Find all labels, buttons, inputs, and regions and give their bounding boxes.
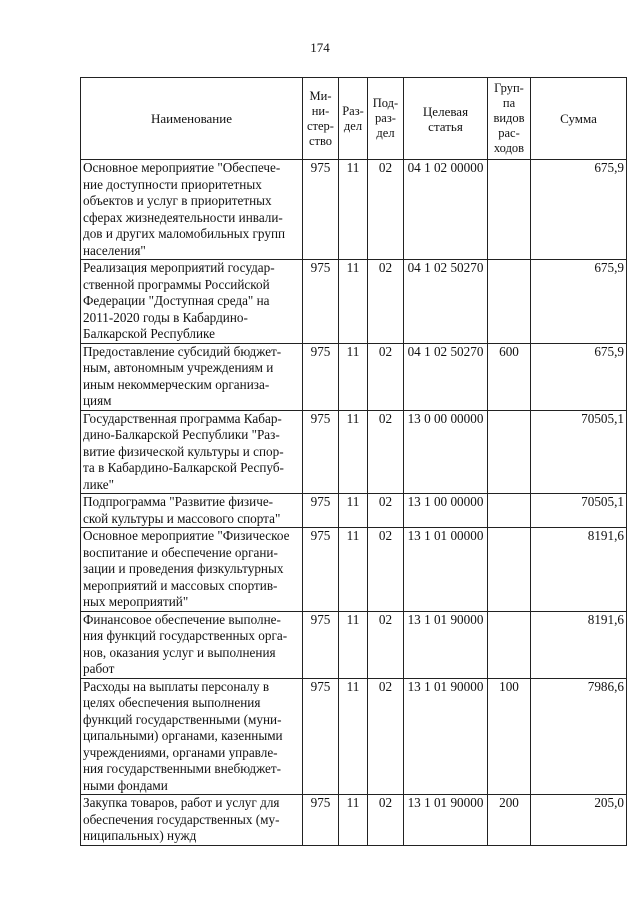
cell-sum: 70505,1	[531, 494, 627, 528]
cell-group	[488, 160, 531, 260]
cell-sum: 8191,6	[531, 528, 627, 612]
cell-ministry: 975	[303, 160, 339, 260]
cell-name: Подпрограмма "Развитие физиче- ской культуры и массового спорта"	[81, 494, 303, 528]
cell-target: 13 1 01 90000	[404, 795, 488, 846]
table-row	[81, 611, 627, 678]
table-header-row	[81, 78, 627, 160]
header-ministry: Ми- ни- стер- ство	[303, 78, 339, 160]
cell-razdel: 11	[339, 494, 368, 528]
cell-ministry: 975	[303, 528, 339, 612]
cell-group	[488, 494, 531, 528]
table-row	[81, 410, 627, 494]
page-number: 174	[310, 40, 330, 55]
cell-podrazdel: 02	[368, 260, 404, 344]
cell-razdel: 11	[339, 160, 368, 260]
cell-razdel: 11	[339, 410, 368, 494]
cell-group: 600	[488, 343, 531, 410]
cell-group	[488, 528, 531, 612]
header-group: Груп- па видов рас- ходов	[488, 78, 531, 160]
table-row	[81, 343, 627, 410]
cell-podrazdel: 02	[368, 678, 404, 795]
cell-ministry: 975	[303, 494, 339, 528]
cell-sum: 205,0	[531, 795, 627, 846]
cell-name: Реализация мероприятий государ- ственной программы Российской Федерации "Доступная среда" на 2011-2020 годы в Кабардино- Балкарской Республике	[81, 260, 303, 344]
cell-podrazdel: 02	[368, 160, 404, 260]
cell-target: 13 1 01 90000	[404, 611, 488, 678]
cell-group: 100	[488, 678, 531, 795]
cell-sum: 70505,1	[531, 410, 627, 494]
cell-name: Предоставление субсидий бюджет- ным, автономным учреждениям и иным некоммерческим организа- циям	[81, 343, 303, 410]
cell-sum: 675,9	[531, 160, 627, 260]
cell-group: 200	[488, 795, 531, 846]
cell-sum: 675,9	[531, 343, 627, 410]
cell-ministry: 975	[303, 343, 339, 410]
cell-group	[488, 260, 531, 344]
cell-name: Основное мероприятие "Физическое воспитание и обеспечение органи- зации и проведения физкультурных мероприятий и массовых спортив- ных мероприятий"	[81, 528, 303, 612]
cell-target: 04 1 02 00000	[404, 160, 488, 260]
table-row	[81, 795, 627, 846]
header-razdel: Раз- дел	[339, 78, 368, 160]
table-row	[81, 494, 627, 528]
header-sum: Сумма	[531, 78, 627, 160]
cell-sum: 8191,6	[531, 611, 627, 678]
cell-group	[488, 611, 531, 678]
cell-razdel: 11	[339, 343, 368, 410]
header-target: Целевая статья	[404, 78, 488, 160]
cell-ministry: 975	[303, 260, 339, 344]
cell-podrazdel: 02	[368, 795, 404, 846]
cell-razdel: 11	[339, 795, 368, 846]
cell-podrazdel: 02	[368, 494, 404, 528]
cell-target: 13 0 00 00000	[404, 410, 488, 494]
cell-name: Финансовое обеспечение выполне- ния функций государственных орга- нов, оказания услуг и выполнения работ	[81, 611, 303, 678]
cell-target: 13 1 00 00000	[404, 494, 488, 528]
table-row	[81, 160, 627, 260]
cell-name: Закупка товаров, работ и услуг для обеспечения государственных (му- ниципальных) нужд	[81, 795, 303, 846]
cell-target: 04 1 02 50270	[404, 343, 488, 410]
cell-ministry: 975	[303, 611, 339, 678]
cell-target: 13 1 01 00000	[404, 528, 488, 612]
cell-target: 13 1 01 90000	[404, 678, 488, 795]
cell-razdel: 11	[339, 528, 368, 612]
cell-sum: 7986,6	[531, 678, 627, 795]
cell-ministry: 975	[303, 795, 339, 846]
header-name: Наименование	[81, 78, 303, 160]
cell-podrazdel: 02	[368, 611, 404, 678]
budget-table	[80, 77, 627, 846]
table-body	[81, 160, 627, 846]
cell-name: Государственная программа Кабар- дино-Балкарской Республики "Раз- витие физической культуры и спор- та в Кабардино-Балкарской Респуб- лике"	[81, 410, 303, 494]
header-podrazdel: Под- раз- дел	[368, 78, 404, 160]
cell-group	[488, 410, 531, 494]
cell-name: Расходы на выплаты персоналу в целях обеспечения выполнения функций государственными (муни- ципальными) органами, казенными учреждениями, органами управле- ния государственными внебюджет- ными фондами	[81, 678, 303, 795]
cell-razdel: 11	[339, 611, 368, 678]
table-row	[81, 528, 627, 612]
table-row	[81, 678, 627, 795]
cell-ministry: 975	[303, 410, 339, 494]
cell-podrazdel: 02	[368, 343, 404, 410]
cell-ministry: 975	[303, 678, 339, 795]
cell-sum: 675,9	[531, 260, 627, 344]
cell-podrazdel: 02	[368, 528, 404, 612]
cell-razdel: 11	[339, 260, 368, 344]
cell-podrazdel: 02	[368, 410, 404, 494]
cell-target: 04 1 02 50270	[404, 260, 488, 344]
cell-name: Основное мероприятие "Обеспече- ние доступности приоритетных объектов и услуг в приоритетных сферах жизнедеятельности инвали- дов и других маломобильных групп населения"	[81, 160, 303, 260]
table-row	[81, 260, 627, 344]
cell-razdel: 11	[339, 678, 368, 795]
